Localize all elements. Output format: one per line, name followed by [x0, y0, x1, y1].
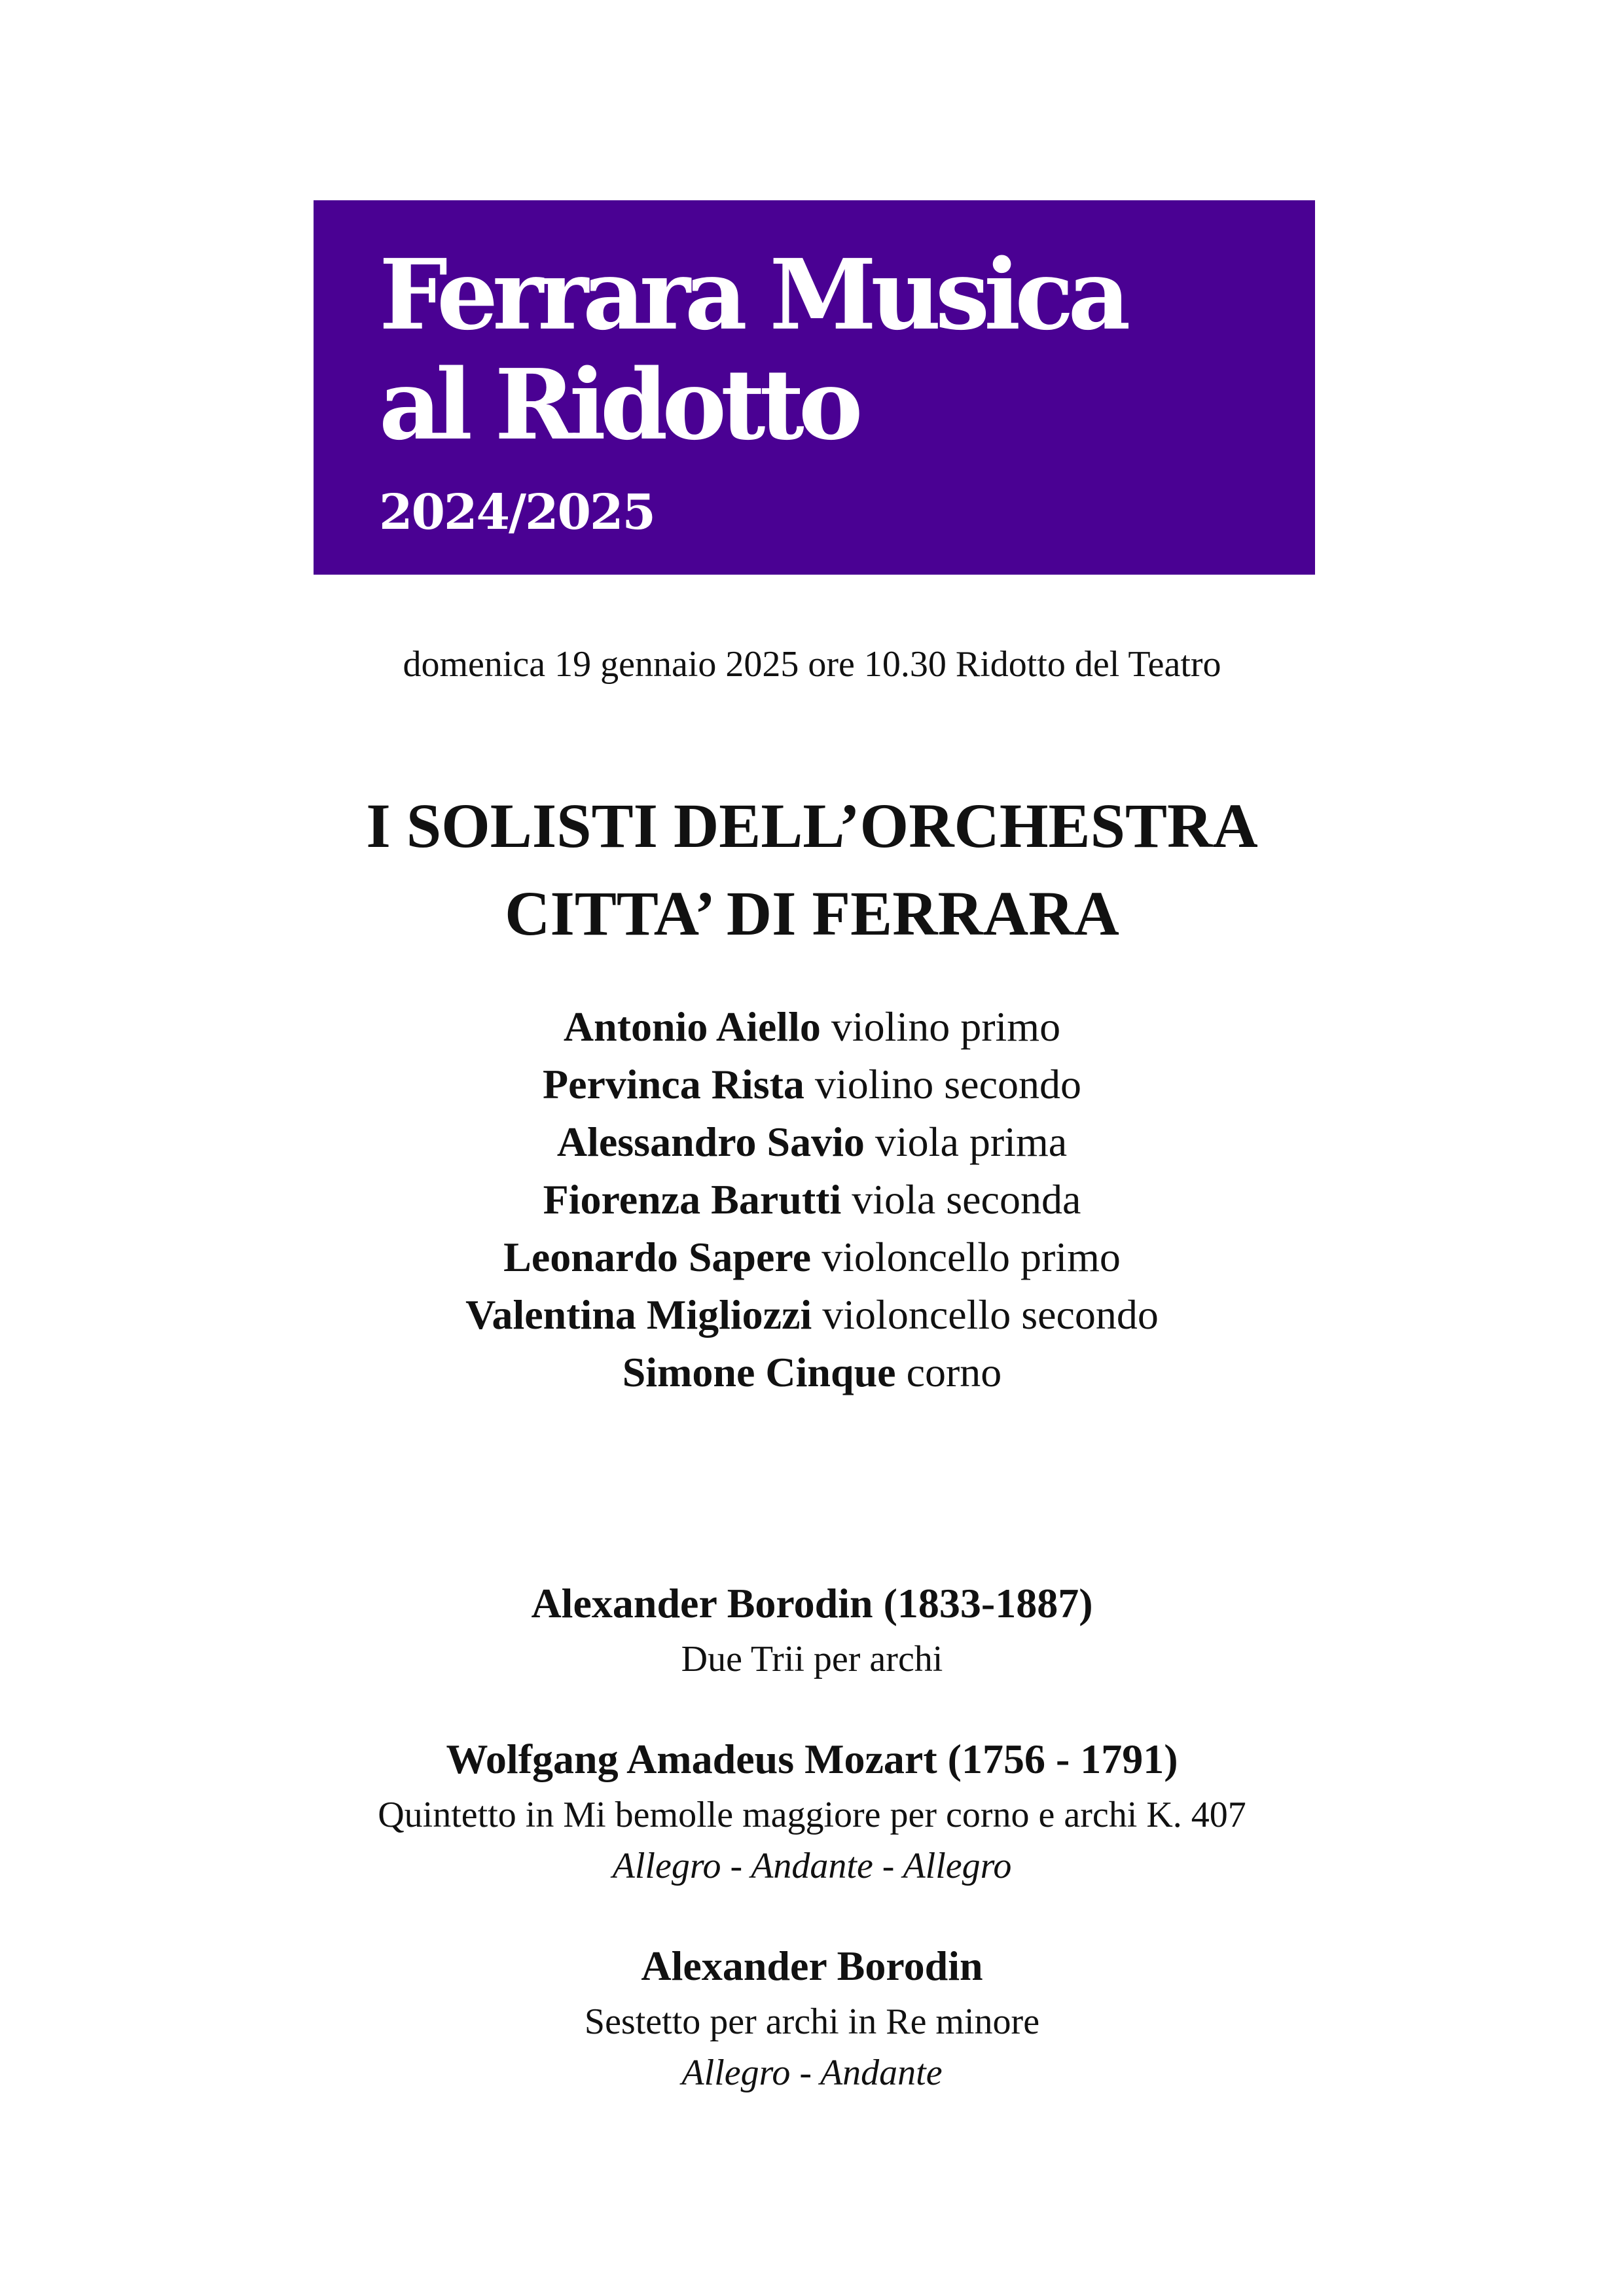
program-work: Quintetto in Mi bemolle maggiore per corno e archi K. 407	[378, 1795, 1246, 1835]
performer-row	[0, 1113, 1624, 1171]
performer-name: Alessandro Savio	[556, 1119, 865, 1165]
program-item	[0, 1729, 1624, 1892]
performer-row	[0, 1056, 1624, 1113]
performer-role: violoncello primo	[821, 1234, 1121, 1280]
performer-name: Pervinca Rista	[543, 1061, 804, 1107]
festival-season: 2024/2025	[379, 484, 655, 541]
program-item	[0, 1936, 1624, 2098]
performer-role: viola prima	[875, 1119, 1068, 1165]
performer-row	[0, 1286, 1624, 1344]
performer-role: violino primo	[831, 1003, 1061, 1050]
event-date-venue: domenica 19 gennaio 2025 ore 10.30 Ridotto del Teatro	[403, 644, 1221, 685]
performer-role: violino secondo	[814, 1061, 1081, 1107]
performer-row	[0, 1171, 1624, 1229]
program-item	[0, 1573, 1624, 1685]
program-movements: Allegro - Andante - Allegro	[612, 1846, 1012, 1886]
ensemble-title-line-1: I SOLISTI DELL’ORCHESTRA	[366, 791, 1258, 861]
performer-name: Simone Cinque	[622, 1349, 896, 1395]
performer-name: Valentina Migliozzi	[465, 1291, 812, 1338]
performer-row	[0, 1344, 1624, 1401]
performer-role: corno	[906, 1349, 1002, 1395]
ensemble-title-line-2: CITTA’ DI FERRARA	[505, 878, 1119, 948]
performer-row	[0, 1229, 1624, 1286]
performers-list	[0, 998, 1624, 1401]
performer-role: violoncello secondo	[822, 1291, 1159, 1338]
performer-name: Leonardo Sapere	[503, 1234, 812, 1280]
program-work: Sestetto per archi in Re minore	[584, 2001, 1040, 2042]
performer-name: Fiorenza Barutti	[543, 1176, 842, 1223]
program-composer: Alexander Borodin	[641, 1943, 983, 1989]
program-composer: Alexander Borodin (1833-1887)	[531, 1580, 1093, 1626]
program-composer: Wolfgang Amadeus Mozart (1756 - 1791)	[446, 1736, 1178, 1782]
festival-banner	[314, 200, 1315, 575]
festival-title-line-2: al Ridotto	[379, 348, 857, 461]
performer-name: Antonio Aiello	[563, 1003, 821, 1050]
concert-program	[0, 1573, 1624, 2143]
program-movements: Allegro - Andante	[681, 2053, 943, 2093]
ensemble-title	[0, 782, 1624, 958]
performer-row	[0, 998, 1624, 1056]
performer-role: viola seconda	[852, 1176, 1081, 1223]
festival-title-line-1: Ferrara Musica	[379, 238, 1125, 351]
program-work: Due Trii per archi	[681, 1639, 943, 1679]
